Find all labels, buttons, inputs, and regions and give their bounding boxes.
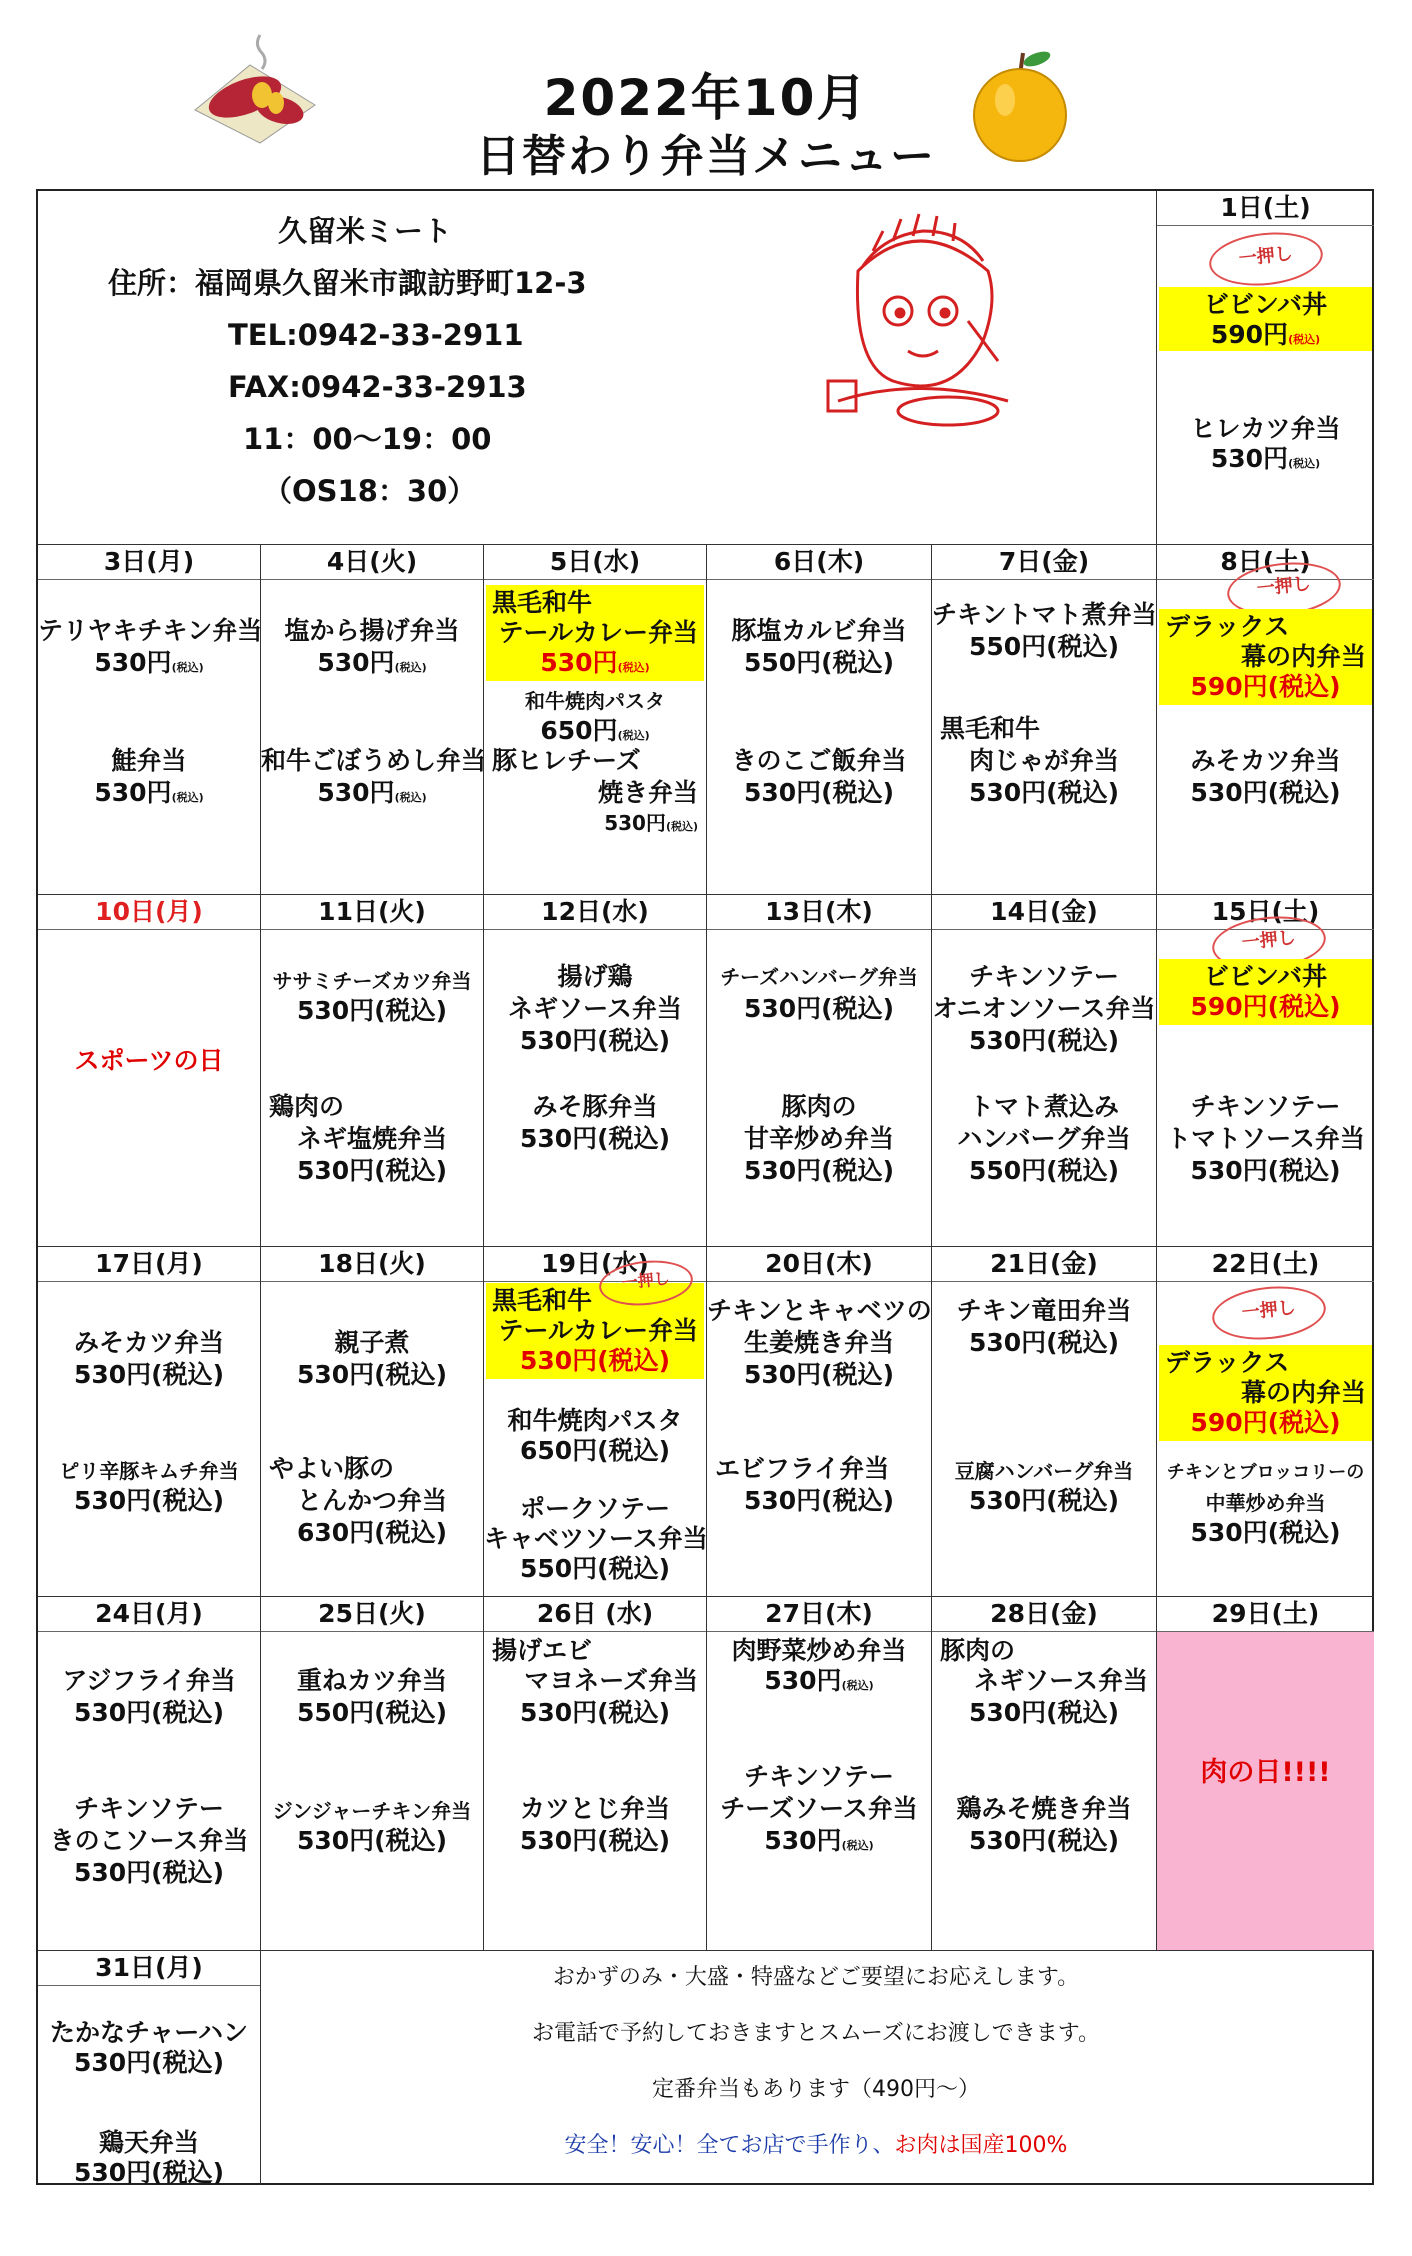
- menu-item: 鶏天弁当: [98, 2128, 199, 2157]
- menu-item: 鮭弁当: [111, 746, 187, 775]
- meat-day-label: 肉の日!!!!: [1200, 1757, 1331, 1788]
- menu-item: 重ねカツ弁当: [296, 1666, 447, 1695]
- menu-item: チキンソテー: [1190, 1092, 1341, 1121]
- menu-price: 530円(税込): [743, 1360, 895, 1389]
- day-header: 31日(月): [38, 1951, 260, 1986]
- menu-price: 530円(税込): [968, 1698, 1120, 1727]
- day-header: 19日(水): [484, 1247, 706, 1282]
- menu-item: チーズハンバーグ弁当: [720, 965, 918, 989]
- menu-item: 黒毛和牛: [492, 1286, 593, 1315]
- menu-item: ネギソース弁当: [508, 994, 682, 1023]
- day-cell-24: [38, 1597, 261, 1951]
- menu-item: やよい豚の: [269, 1454, 395, 1483]
- day-cell-17: [38, 1247, 261, 1597]
- menu-item: たかなチャーハン: [49, 2018, 248, 2047]
- meat-day-background: [1157, 1632, 1374, 1950]
- day-cell-13: [707, 895, 932, 1247]
- menu-price: 530円(税込): [519, 1826, 671, 1855]
- menu-price: 530円(税込): [73, 1486, 225, 1515]
- menu-item: ネギ塩焼弁当: [296, 1124, 447, 1153]
- menu-price: 650円(税込): [519, 1436, 671, 1465]
- note-line: おかずのみ・大盛・特盛などご要望にお応えします。: [552, 1965, 1080, 1990]
- menu-price: 530円(税込): [296, 1826, 448, 1855]
- menu-item: エビフライ弁当: [715, 1454, 890, 1483]
- recommend-stamp: 一押し: [597, 1256, 695, 1310]
- menu-item: テールカレー弁当: [498, 618, 698, 647]
- menu-item: 黒毛和牛: [940, 714, 1041, 743]
- menu-price: 530円(税込): [73, 1360, 225, 1389]
- shop-hours: 11：00～19：00: [243, 422, 492, 456]
- day-header: 24日(月): [38, 1597, 260, 1632]
- calendar-grid: [36, 189, 1374, 2185]
- menu-price: 530円(税込): [764, 1666, 874, 1695]
- note-line: 安全！安心！全てお店で手作り、お肉は国産100%: [564, 2133, 1068, 2158]
- day-cell-5: [484, 545, 707, 895]
- menu-price: 550円(税込): [968, 1156, 1120, 1185]
- menu-item: 親子煮: [334, 1328, 410, 1357]
- menu-item: マヨネーズ弁当: [524, 1666, 698, 1695]
- menu-item: 豚塩カルビ弁当: [731, 616, 907, 645]
- menu-price: 590円(税込): [1190, 672, 1341, 701]
- menu-price: 530円(税込): [1190, 1518, 1341, 1547]
- menu-item: ササミチーズカツ弁当: [272, 969, 472, 993]
- day-cell-11: [261, 895, 484, 1247]
- note-line: お電話で予約しておきますとスムーズにお渡しできます。: [531, 2021, 1101, 2046]
- day-header: 28日(金): [932, 1597, 1156, 1632]
- menu-item: ビビンバ丼: [1203, 962, 1328, 991]
- menu-price: 650円(税込): [540, 716, 650, 745]
- eating-boy-illustration: [818, 211, 1018, 451]
- notes-section: [258, 1950, 1374, 2174]
- recommend-stamp: 一押し: [1225, 557, 1344, 621]
- menu-price: 590円(税込): [1210, 320, 1321, 349]
- menu-item: 甘辛炒め弁当: [743, 1124, 894, 1153]
- menu-item: 和牛ごぼうめし弁当: [261, 746, 487, 775]
- day-cell-15: [1157, 895, 1374, 1247]
- menu-price: 530円(税込): [317, 778, 427, 807]
- day-cell-10: [38, 895, 261, 1247]
- day-cell-21: [932, 1247, 1157, 1597]
- day-header: 14日(金): [932, 895, 1156, 930]
- menu-price: 550円(税込): [296, 1698, 448, 1727]
- menu-price: 530円(税込): [94, 778, 204, 807]
- day-cell-20: [707, 1247, 932, 1597]
- menu-price: 530円(税込): [73, 1698, 225, 1727]
- day-header: 15日(土): [1157, 895, 1374, 930]
- menu-price: 530円(税込): [540, 648, 650, 677]
- menu-item: 揚げエビ: [492, 1636, 593, 1665]
- menu-price: 530円(税込): [968, 1328, 1120, 1357]
- note-line: 定番弁当もあります（490円～）: [652, 2077, 980, 2102]
- sweet-potato-icon: [190, 25, 320, 145]
- day-cell-4: [261, 545, 487, 895]
- menu-item: 鶏肉の: [269, 1092, 345, 1121]
- recommend-stamp: 一押し: [1207, 227, 1326, 291]
- menu-item: 鶏みそ焼き弁当: [956, 1794, 1132, 1823]
- menu-item: テールカレー弁当: [498, 1316, 698, 1345]
- menu-price: 530円(税込): [743, 1156, 895, 1185]
- recommend-stamp: 一押し: [1210, 911, 1329, 975]
- menu-item: ヒレカツ弁当: [1190, 414, 1341, 443]
- menu-item: トマトソース弁当: [1166, 1124, 1365, 1153]
- day-header: 5日(水): [484, 545, 706, 580]
- menu-item: 和牛焼肉パスタ: [525, 689, 665, 713]
- menu-item: 焼き弁当: [597, 778, 698, 807]
- shop-fax: FAX:0942-33-2913: [228, 370, 527, 404]
- menu-price: 530円(税込): [743, 994, 895, 1023]
- menu-item: みそカツ弁当: [1190, 746, 1341, 775]
- day-header: 27日(木): [707, 1597, 931, 1632]
- day-cell-14: [932, 895, 1157, 1247]
- menu-item: オニオンソース弁当: [932, 994, 1156, 1023]
- day-cell-26: [484, 1597, 707, 1951]
- menu-item: テリヤキチキン弁当: [38, 616, 263, 645]
- day-header: 29日(土): [1157, 1597, 1374, 1632]
- menu-price: 530円(税込): [519, 1026, 671, 1055]
- day-header: 13日(木): [707, 895, 931, 930]
- day-header: 21日(金): [932, 1247, 1156, 1282]
- menu-price: 590円(税込): [1190, 1408, 1341, 1437]
- menu-item: きのこご飯弁当: [731, 746, 907, 775]
- menu-item: 肉じゃが弁当: [968, 746, 1119, 775]
- pear-icon: [965, 45, 1075, 165]
- menu-item: 肉野菜炒め弁当: [731, 1636, 907, 1665]
- menu-item: デラックス: [1165, 1348, 1290, 1377]
- day-cell-28: [932, 1597, 1157, 1951]
- day-header: 20日(木): [707, 1247, 931, 1282]
- menu-price: 530円(税込): [1210, 444, 1321, 473]
- menu-item: とんかつ弁当: [296, 1486, 447, 1515]
- menu-price: 530円(税込): [968, 1486, 1120, 1515]
- menu-item: デラックス: [1165, 612, 1290, 641]
- day-header: 1日(土): [1157, 191, 1374, 226]
- recommend-stamp: 一押し: [1210, 1281, 1329, 1345]
- menu-item: ネギソース弁当: [974, 1666, 1148, 1695]
- menu-price: 530円(税込): [73, 2158, 225, 2187]
- menu-price: 530円(税込): [968, 778, 1120, 807]
- menu-item: 幕の内弁当: [1240, 642, 1366, 671]
- shop-last-order: （OS18：30）: [263, 474, 477, 508]
- day-cell-8: [1157, 545, 1374, 895]
- day-header: 4日(火): [261, 545, 483, 580]
- day-header: 12日(水): [484, 895, 706, 930]
- menu-item: チキン竜田弁当: [956, 1296, 1132, 1325]
- shop-address: 住所：福岡県久留米市諏訪野町12-3: [108, 266, 587, 300]
- day-cell-25: [261, 1597, 484, 1951]
- menu-price: 550円(税込): [519, 1554, 671, 1583]
- day-cell-19: [484, 1247, 707, 1597]
- menu-price: 530円(税込): [296, 996, 448, 1025]
- day-cell-12: [484, 895, 707, 1247]
- day-header: 26日 (水): [484, 1597, 706, 1632]
- day-cell-3: [38, 545, 261, 895]
- menu-item: ポークソテー: [519, 1494, 670, 1523]
- menu-item: チキンソテー: [74, 1794, 224, 1823]
- menu-item: チキンとキャベツの: [707, 1296, 932, 1325]
- day-cell-6: [707, 545, 932, 895]
- menu-item: みそ豚弁当: [532, 1092, 658, 1121]
- menu-price: 530円(税込): [519, 1124, 671, 1153]
- menu-price: 530円(税込): [968, 1826, 1120, 1855]
- menu-price: 530円(税込): [1190, 1156, 1341, 1185]
- menu-item: みそカツ弁当: [73, 1328, 224, 1357]
- day-cell-1: [1157, 191, 1374, 545]
- day-header: 3日(月): [38, 545, 260, 580]
- menu-item: チキンソテー: [969, 962, 1119, 991]
- menu-item: チキンとブロッコリーの: [1166, 1462, 1365, 1483]
- day-header: 11日(火): [261, 895, 483, 930]
- menu-item: キャベツソース弁当: [484, 1524, 708, 1553]
- page-subtitle: 日替わり弁当メニュー: [476, 131, 936, 182]
- menu-item: ビビンバ丼: [1203, 290, 1328, 319]
- menu-item: 塩から揚げ弁当: [284, 616, 460, 645]
- shop-info: [38, 191, 1157, 545]
- shop-name: 久留米ミート: [278, 214, 453, 248]
- menu-item: 黒毛和牛: [492, 588, 593, 617]
- menu-price: 530円(税込): [296, 1360, 448, 1389]
- menu-item: 揚げ鶏: [557, 962, 633, 991]
- menu-price: 530円(税込): [1190, 778, 1341, 807]
- menu-price: 530円(税込): [968, 1026, 1120, 1055]
- menu-price: 530円(税込): [519, 1698, 671, 1727]
- menu-item: アジフライ弁当: [62, 1666, 236, 1695]
- day-cell-31: [38, 1951, 261, 2185]
- menu-item: 豚肉の: [781, 1092, 857, 1121]
- day-header: 22日(土): [1157, 1247, 1374, 1282]
- menu-item: 生姜焼き弁当: [743, 1328, 894, 1357]
- shop-tel: TEL:0942-33-2911: [228, 318, 524, 352]
- menu-item: 豚肉の: [940, 1636, 1016, 1665]
- menu-price: 550円(税込): [968, 632, 1120, 661]
- menu-item: ハンバーグ弁当: [957, 1124, 1131, 1153]
- menu-price: 630円(税込): [296, 1518, 448, 1547]
- menu-item: チキンソテー: [744, 1762, 894, 1791]
- day-header: 10日(月): [38, 895, 260, 930]
- day-cell-18: [261, 1247, 484, 1597]
- menu-price: 530円(税込): [743, 1486, 895, 1515]
- menu-item: 幕の内弁当: [1240, 1378, 1366, 1407]
- day-header: 6日(木): [707, 545, 931, 580]
- day-cell-27: [707, 1597, 932, 1951]
- menu-item: きのこソース弁当: [49, 1826, 249, 1855]
- menu-item: ジンジャーチキン弁当: [272, 1799, 472, 1823]
- page-title: 2022年10月: [543, 69, 869, 127]
- menu-price: 530円(税込): [296, 1156, 448, 1185]
- menu-item: 和牛焼肉パスタ: [507, 1406, 683, 1435]
- menu-price: 530円(税込): [73, 2048, 225, 2077]
- day-header: 8日(土): [1157, 545, 1374, 580]
- menu-price: 530円(税込): [764, 1826, 874, 1855]
- menu-price: 530円(税込): [317, 648, 427, 677]
- day-header: 25日(火): [261, 1597, 483, 1632]
- menu-item: ピリ辛豚キムチ弁当: [59, 1459, 239, 1483]
- holiday-label: スポーツの日: [74, 1046, 224, 1075]
- menu-price: 590円(税込): [1190, 992, 1341, 1021]
- menu-item: 豆腐ハンバーグ弁当: [954, 1459, 1134, 1483]
- menu-price: 530円(税込): [743, 778, 895, 807]
- day-cell-29: [1157, 1597, 1374, 1951]
- menu-price: 530円(税込): [519, 1346, 671, 1375]
- day-header: 18日(火): [261, 1247, 483, 1282]
- menu-price: 530円(税込): [94, 648, 204, 677]
- menu-item: 豚ヒレチーズ: [492, 746, 641, 775]
- day-header: 17日(月): [38, 1247, 260, 1282]
- menu-item: 中華炒め弁当: [1205, 1491, 1326, 1515]
- day-cell-7: [932, 545, 1157, 895]
- day-header: 7日(金): [932, 545, 1156, 580]
- menu-price: 530円(税込): [73, 1858, 225, 1887]
- menu-item: トマト煮込み: [968, 1092, 1119, 1121]
- menu-item: カツとじ弁当: [519, 1794, 670, 1823]
- menu-price: 550円(税込): [743, 648, 895, 677]
- menu-item: チーズソース弁当: [720, 1794, 918, 1823]
- menu-price: 530円(税込): [604, 811, 698, 835]
- menu-item: チキントマト煮弁当: [932, 600, 1157, 629]
- day-cell-22: [1157, 1247, 1374, 1597]
